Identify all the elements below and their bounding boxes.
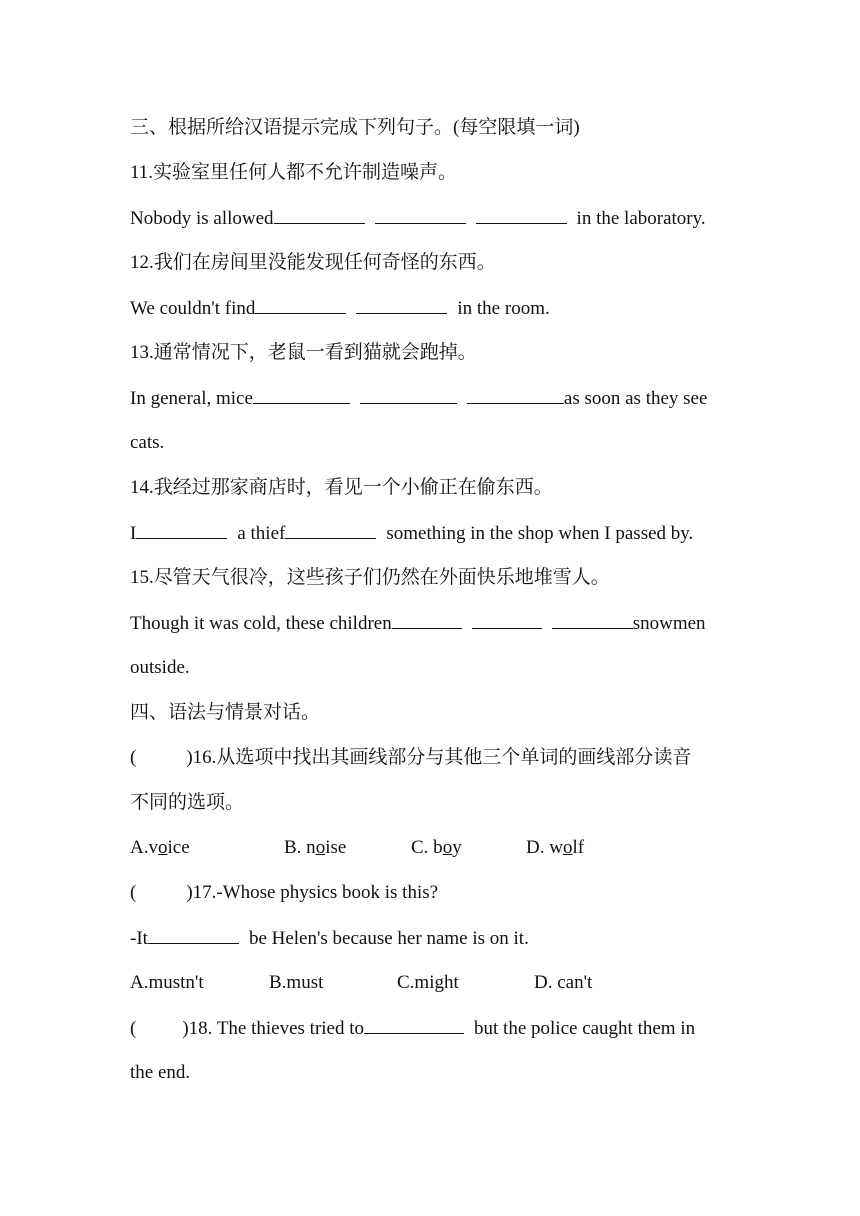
q13-blank-1[interactable] [253, 386, 350, 404]
q18-stem [130, 1016, 695, 1041]
q12-text-pre: We couldn't find [130, 298, 256, 319]
q17-stem-text: 17.-Whose physics book is this? [192, 882, 439, 903]
q11-blank-1[interactable] [274, 206, 365, 224]
q16-stem-text: 16.从选项中找出其画线部分与其他三个单词的画线部分读音 [192, 747, 692, 768]
q15-blank-3[interactable] [552, 611, 633, 629]
q11-english [130, 206, 706, 231]
q16-option-d[interactable] [526, 836, 584, 860]
q12-blank-1[interactable] [255, 296, 346, 314]
q17-text-post: be Helen's because her name is on it. [248, 928, 529, 949]
option-text: D. w [526, 837, 563, 858]
q17-paren-open: ( [130, 882, 137, 903]
q13-english [130, 386, 707, 411]
q16-paren-close: ) [186, 747, 193, 768]
q18-text-pre: 18. The thieves tried to [188, 1018, 365, 1039]
q16-option-b[interactable] [284, 836, 346, 860]
q17-option-d[interactable]: D. can't [534, 972, 593, 993]
q15-blank-2[interactable] [472, 611, 542, 629]
q16-option-c[interactable] [411, 836, 462, 860]
q16-stem [130, 746, 691, 770]
option-underlined: o [157, 837, 168, 858]
option-text: lf [572, 837, 585, 858]
q15-chinese: 15.尽管天气很冷，这些孩子们仍然在外面快乐地堆雪人。 [130, 567, 610, 588]
q12-blank-2[interactable] [356, 296, 447, 314]
q15-text-pre: Though it was cold, these children [130, 613, 392, 634]
option-text: B. n [284, 837, 316, 858]
q17-option-a[interactable]: A.mustn't [130, 972, 204, 993]
q14-blank-1[interactable] [136, 521, 227, 539]
q17-line2 [130, 926, 529, 951]
q11-blank-2[interactable] [375, 206, 466, 224]
q18-paren-open: ( [130, 1018, 137, 1039]
q18-blank[interactable] [364, 1016, 464, 1034]
option-underlined: o [315, 837, 326, 858]
q11-text-pre: Nobody is allowed [130, 208, 274, 229]
q17-option-b[interactable]: B.must [269, 972, 324, 993]
option-text: A.v [130, 837, 158, 858]
q14-blank-2[interactable] [285, 521, 376, 539]
q16-paren-open: ( [130, 747, 137, 768]
q14-text-post: something in the shop when I passed by. [386, 523, 694, 544]
q14-text-mid: a thief [237, 523, 286, 544]
option-underlined: o [562, 837, 573, 858]
q15-blank-1[interactable] [392, 611, 462, 629]
q14-text-pre: I [130, 523, 137, 544]
q12-english [130, 296, 550, 321]
q17-option-c[interactable]: C.might [397, 972, 459, 993]
option-text: ise [325, 837, 347, 858]
q18-text-post: but the police caught them in [474, 1018, 696, 1039]
q12-chinese: 12.我们在房间里没能发现任何奇怪的东西。 [130, 252, 496, 273]
q13-chinese: 13.通常情况下，老鼠一看到猫就会跑掉。 [130, 342, 477, 363]
q17-text-pre: -It [130, 928, 148, 949]
option-text: y [452, 837, 462, 858]
q13-blank-3[interactable] [467, 386, 564, 404]
q13-english-cont: cats. [130, 432, 165, 453]
q11-blank-3[interactable] [476, 206, 567, 224]
q14-chinese: 14.我经过那家商店时，看见一个小偷正在偷东西。 [130, 477, 553, 498]
q11-text-post: in the laboratory. [576, 208, 706, 229]
q12-text-post: in the room. [457, 298, 550, 319]
q14-english [130, 521, 693, 546]
q15-text-post: snowmen [632, 613, 706, 634]
q17-paren-close: ) [186, 882, 193, 903]
q16-option-a[interactable] [130, 836, 190, 860]
section-4-heading: 四、语法与情景对话。 [130, 702, 321, 723]
q16-stem-cont: 不同的选项。 [130, 792, 245, 813]
option-underlined: o [442, 837, 453, 858]
q13-blank-2[interactable] [360, 386, 457, 404]
q11-chinese: 11.实验室里任何人都不允许制造噪声。 [130, 162, 458, 183]
section-3-heading: 三、根据所给汉语提示完成下列句子。(每空限填一词) [130, 117, 580, 138]
q13-text-pre: In general, mice [130, 388, 253, 409]
q17-stem [130, 881, 438, 905]
q18-paren-close: ) [182, 1018, 189, 1039]
q15-english [130, 611, 706, 636]
option-text: C. b [411, 837, 443, 858]
option-text: ice [167, 837, 190, 858]
q15-english-cont: outside. [130, 657, 190, 678]
q13-text-post: as soon as they see [563, 388, 708, 409]
q17-blank[interactable] [148, 926, 239, 944]
q18-stem-cont: the end. [130, 1062, 191, 1083]
